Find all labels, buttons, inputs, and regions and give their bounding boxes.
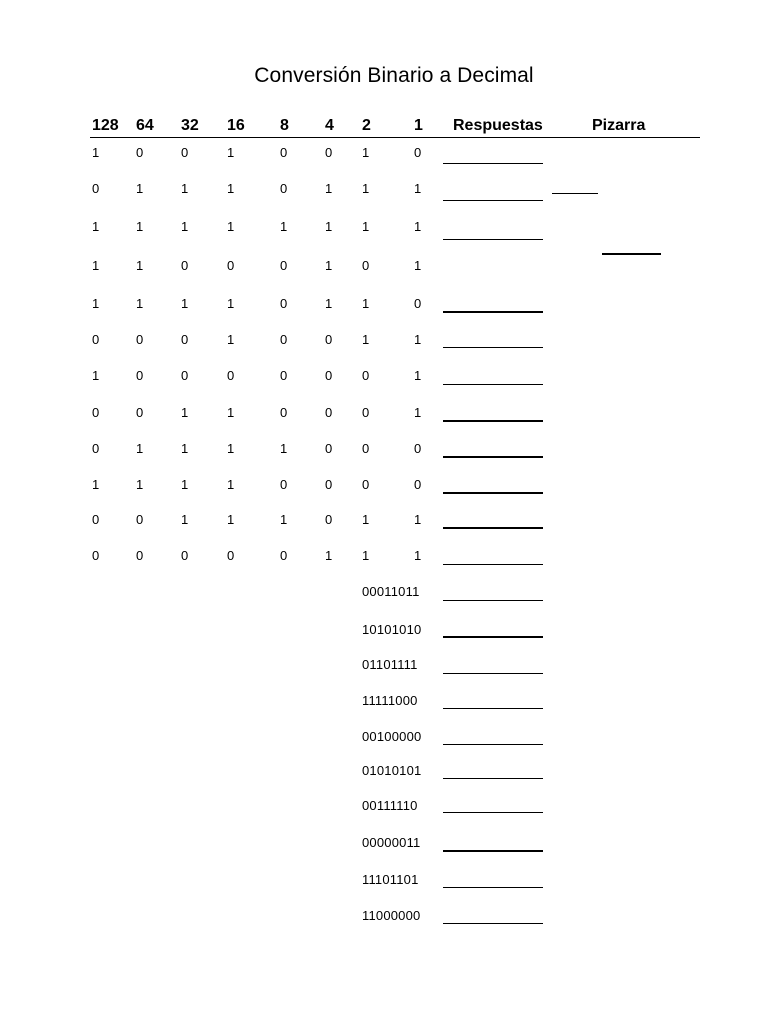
bit-cell: 1	[92, 145, 100, 160]
bit-cell: 1	[325, 219, 333, 234]
bit-cell: 1	[227, 296, 235, 311]
answer-blank[interactable]	[443, 527, 543, 529]
answer-blank[interactable]	[443, 812, 543, 813]
bit-cell: 1	[325, 296, 333, 311]
bit-cell: 0	[325, 145, 333, 160]
answer-blank[interactable]	[443, 708, 543, 709]
column-header-bit: 1	[414, 117, 423, 134]
answer-blank[interactable]	[443, 673, 543, 674]
bit-cell: 0	[362, 368, 370, 383]
bit-cell: 1	[325, 181, 333, 196]
binary-number: 01101111	[362, 657, 418, 672]
bit-cell: 0	[414, 296, 422, 311]
bit-cell: 0	[325, 332, 333, 347]
bit-cell: 0	[227, 548, 235, 563]
bit-cell: 1	[414, 332, 422, 347]
bit-cell: 1	[414, 258, 422, 273]
board-blank[interactable]	[602, 253, 661, 255]
bit-cell: 0	[280, 296, 288, 311]
bit-cell: 1	[92, 477, 100, 492]
answer-blank[interactable]	[443, 163, 543, 164]
bit-cell: 0	[136, 368, 144, 383]
bit-cell: 0	[136, 548, 144, 563]
bit-cell: 1	[362, 296, 370, 311]
bit-cell: 1	[136, 441, 144, 456]
column-header-bit: 4	[325, 117, 334, 134]
bit-cell: 1	[92, 258, 100, 273]
bit-cell: 1	[325, 548, 333, 563]
answer-blank[interactable]	[443, 636, 543, 638]
binary-number: 00011011	[362, 584, 420, 599]
answer-blank[interactable]	[443, 778, 543, 779]
bit-cell: 1	[362, 145, 370, 160]
answer-blank[interactable]	[443, 420, 543, 422]
bit-cell: 0	[362, 441, 370, 456]
answer-blank[interactable]	[443, 564, 543, 565]
bit-cell: 0	[414, 441, 422, 456]
bit-cell: 0	[280, 258, 288, 273]
bit-cell: 0	[227, 258, 235, 273]
column-header-bit: 128	[92, 117, 119, 134]
bit-cell: 1	[414, 548, 422, 563]
bit-cell: 1	[227, 405, 235, 420]
bit-cell: 0	[92, 441, 100, 456]
bit-cell: 0	[280, 145, 288, 160]
bit-cell: 0	[325, 441, 333, 456]
bit-cell: 1	[227, 512, 235, 527]
bit-cell: 1	[136, 477, 144, 492]
bit-cell: 1	[362, 332, 370, 347]
bit-cell: 1	[136, 258, 144, 273]
bit-cell: 0	[325, 477, 333, 492]
answer-blank[interactable]	[443, 456, 543, 458]
bit-cell: 0	[280, 368, 288, 383]
bit-cell: 1	[136, 219, 144, 234]
column-header-answers: Respuestas	[453, 117, 543, 134]
bit-cell: 0	[181, 258, 189, 273]
bit-cell: 0	[362, 405, 370, 420]
bit-cell: 1	[227, 145, 235, 160]
bit-cell: 0	[136, 405, 144, 420]
page-title: Conversión Binario a Decimal	[254, 64, 534, 87]
bit-cell: 0	[280, 477, 288, 492]
binary-number: 11111000	[362, 693, 418, 708]
column-header-bit: 64	[136, 117, 154, 134]
bit-cell: 0	[136, 145, 144, 160]
bit-cell: 0	[181, 368, 189, 383]
bit-cell: 0	[92, 332, 100, 347]
bit-cell: 0	[325, 368, 333, 383]
bit-cell: 1	[92, 296, 100, 311]
bit-cell: 1	[227, 441, 235, 456]
bit-cell: 1	[414, 219, 422, 234]
answer-blank[interactable]	[443, 887, 543, 888]
bit-cell: 0	[280, 181, 288, 196]
bit-cell: 1	[325, 258, 333, 273]
bit-cell: 0	[92, 181, 100, 196]
bit-cell: 0	[227, 368, 235, 383]
binary-number: 00000011	[362, 835, 421, 850]
bit-cell: 0	[325, 512, 333, 527]
bit-cell: 0	[181, 332, 189, 347]
column-header-bit: 16	[227, 117, 245, 134]
bit-cell: 0	[280, 405, 288, 420]
bit-cell: 1	[414, 181, 422, 196]
bit-cell: 1	[362, 548, 370, 563]
bit-cell: 1	[181, 477, 189, 492]
bit-cell: 0	[92, 548, 100, 563]
bit-cell: 1	[136, 296, 144, 311]
binary-number: 10101010	[362, 622, 422, 637]
bit-cell: 1	[227, 181, 235, 196]
bit-cell: 0	[181, 145, 189, 160]
bit-cell: 1	[92, 219, 100, 234]
bit-cell: 0	[92, 405, 100, 420]
answer-blank[interactable]	[443, 200, 543, 201]
bit-cell: 1	[414, 512, 422, 527]
bit-cell: 1	[181, 181, 189, 196]
bit-cell: 0	[136, 332, 144, 347]
column-header-bit: 32	[181, 117, 199, 134]
bit-cell: 1	[181, 405, 189, 420]
answer-blank[interactable]	[443, 744, 543, 745]
bit-cell: 0	[414, 477, 422, 492]
bit-cell: 1	[227, 477, 235, 492]
bit-cell: 0	[362, 258, 370, 273]
column-header-bit: 2	[362, 117, 371, 134]
bit-cell: 1	[414, 368, 422, 383]
bit-cell: 0	[280, 548, 288, 563]
bit-cell: 0	[362, 477, 370, 492]
bit-cell: 1	[92, 368, 100, 383]
answer-blank[interactable]	[443, 600, 543, 601]
bit-cell: 0	[92, 512, 100, 527]
board-blank[interactable]	[552, 193, 598, 194]
bit-cell: 1	[136, 181, 144, 196]
binary-number: 11000000	[362, 908, 421, 923]
bit-cell: 1	[227, 219, 235, 234]
bit-cell: 1	[362, 512, 370, 527]
bit-cell: 1	[181, 441, 189, 456]
answer-blank[interactable]	[443, 311, 543, 313]
binary-number: 00111110	[362, 798, 418, 813]
bit-cell: 0	[181, 548, 189, 563]
header-divider	[90, 137, 700, 138]
binary-number: 01010101	[362, 763, 422, 778]
bit-cell: 1	[362, 219, 370, 234]
column-header-board: Pizarra	[592, 117, 646, 134]
bit-cell: 1	[414, 405, 422, 420]
bit-cell: 1	[227, 332, 235, 347]
bit-cell: 1	[181, 512, 189, 527]
bit-cell: 1	[280, 219, 288, 234]
bit-cell: 1	[181, 296, 189, 311]
bit-cell: 0	[414, 145, 422, 160]
bit-cell: 0	[136, 512, 144, 527]
answer-blank[interactable]	[443, 347, 543, 348]
answer-blank[interactable]	[443, 239, 543, 240]
answer-blank[interactable]	[443, 923, 543, 924]
bit-cell: 1	[181, 219, 189, 234]
answer-blank[interactable]	[443, 850, 543, 852]
answer-blank[interactable]	[443, 492, 543, 494]
binary-number: 11101101	[362, 872, 419, 887]
column-header-bit: 8	[280, 117, 289, 134]
bit-cell: 1	[362, 181, 370, 196]
bit-cell: 1	[280, 441, 288, 456]
answer-blank[interactable]	[443, 384, 543, 385]
bit-cell: 1	[280, 512, 288, 527]
bit-cell: 0	[325, 405, 333, 420]
binary-number: 00100000	[362, 729, 422, 744]
bit-cell: 0	[280, 332, 288, 347]
